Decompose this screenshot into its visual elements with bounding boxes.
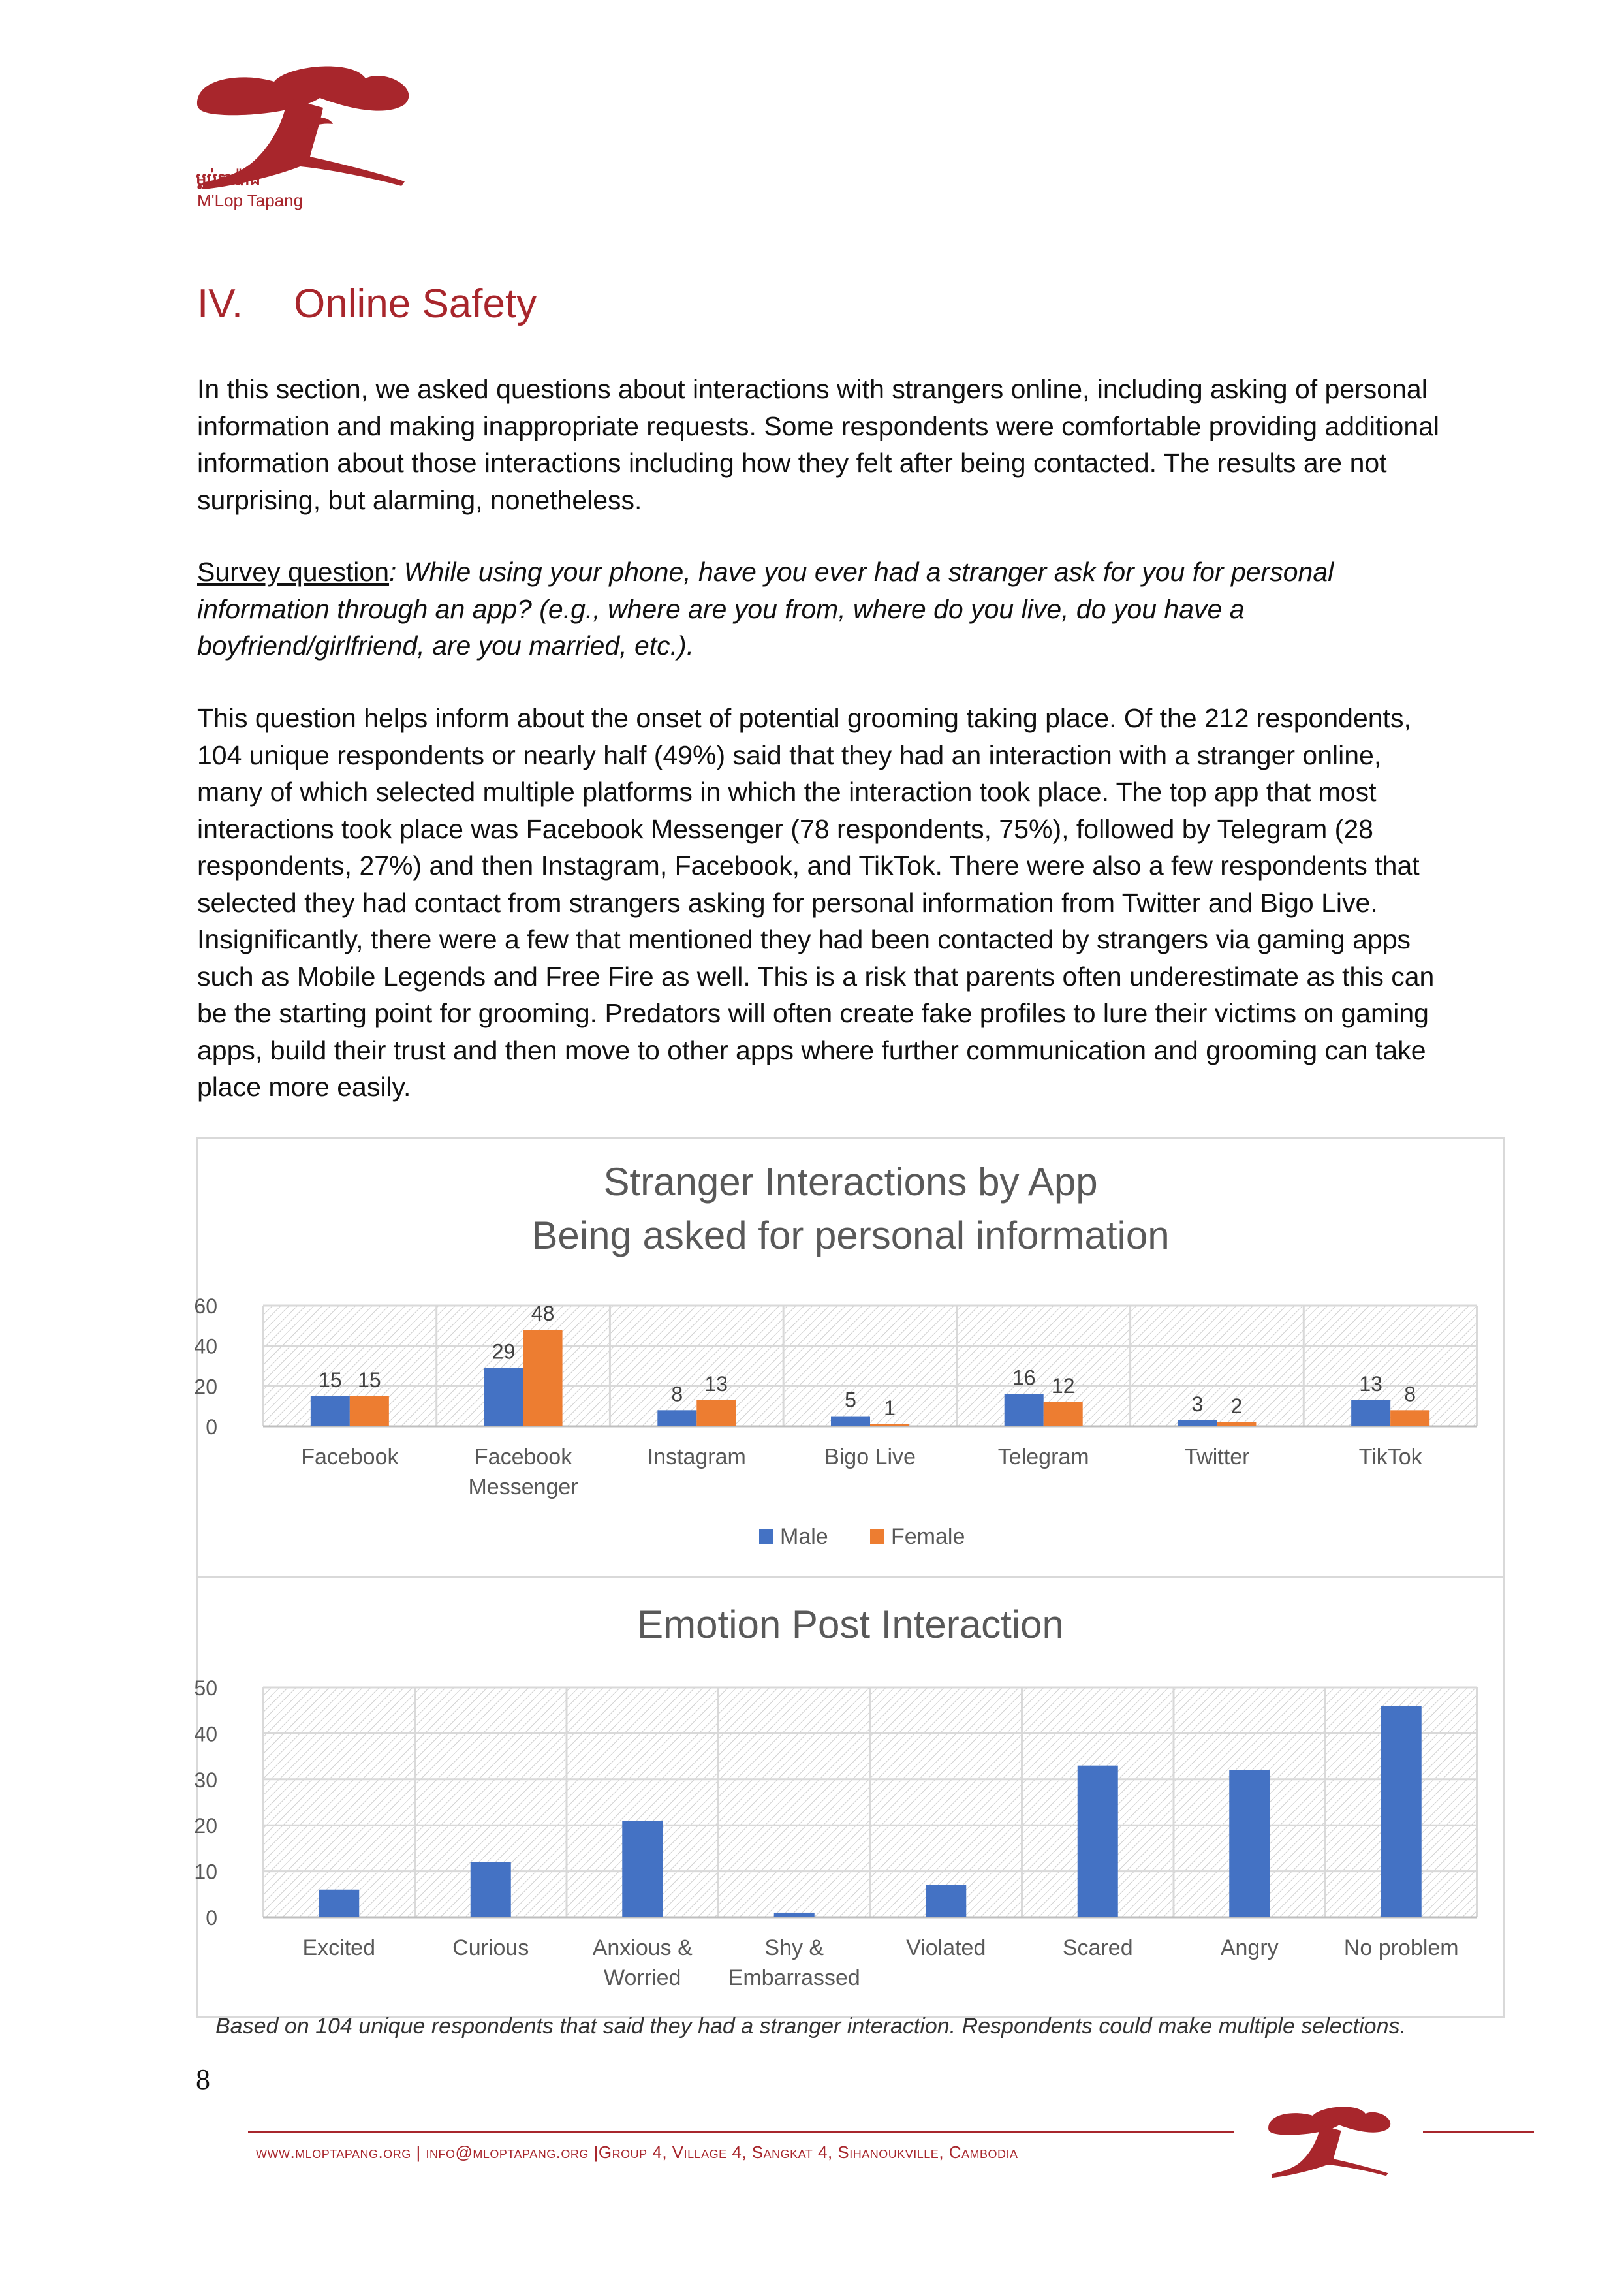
x-tick-label: No problem [1343,1935,1459,1960]
x-tick-label: Facebook [301,1445,399,1469]
data-label: 16 [1012,1366,1036,1390]
chart-emotion-post-interaction-svg [194,1578,1503,2016]
y-tick-label: 60 [194,1294,217,1318]
bar-male [311,1396,350,1426]
x-tick-label: Worried [604,1966,681,1990]
section-heading [197,281,537,327]
data-label: 15 [319,1368,342,1392]
section-title: Online Safety [294,281,537,326]
chart-caption: Based on 104 unique respondents that said they had a stranger interaction. Respondents could make multiple selections. [215,2014,1406,2039]
intro-paragraph: In this section, we asked questions about interactions with strangers online, including asking of personal information and making inappropriate requests. Some respondents were comfortable providing additional information about those interactions including how they felt after being contacted. The results are not surprising, but alarming, nonetheless. [197,374,1440,515]
y-tick-label: 30 [194,1768,217,1792]
x-tick-label: Excited [302,1935,375,1960]
legend-label-female: Female [891,1524,965,1549]
x-tick-label: Twitter [1184,1445,1250,1469]
bar-female [870,1424,909,1426]
bar-female [696,1400,736,1426]
chart-subtitle: Being asked for personal information [531,1214,1170,1257]
chart-emotion-post-interaction [196,1576,1505,2018]
bar-male [484,1368,523,1426]
legend-swatch-male [759,1529,773,1544]
logo-khmer-text: ម្លប់តាប៉ាង [196,169,261,189]
analysis-paragraph: This question helps inform about the onset of potential grooming taking place. Of the 212 respondents, 104 unique respondents or nearly half (49%) said that they had an interaction with a stranger online, many of which selected multiple platforms in which the interaction took place. The top app that most interactions took place was Facebook Messenger (78 respondents, 75%), followed by Telegram (28 respondents, 27%) and then Instagram, Facebook, and TikTok. There were also a few respondents that selected they had contact from strangers asking for personal information from Twitter and Bigo Live. Insignificantly, there were a few that mentioned they had been contacted by strangers via gaming apps such as Mobile Legends and Free Fire as well. This is a risk that parents often underestimate as this can be the starting point for grooming. Predators will often create fake profiles to lure their victims on gaming apps, build their trust and then move to other apps where further communication and grooming can take place more easily. [197,703,1435,1102]
x-tick-label: Shy & [764,1935,824,1960]
data-label: 8 [671,1382,683,1406]
legend-label-male: Male [780,1524,828,1549]
bar-female [350,1396,389,1426]
bar-male [1351,1400,1390,1426]
x-tick-label: Telegram [997,1445,1089,1469]
bar-count [471,1862,511,1917]
bar-male [657,1410,696,1426]
bar-count [622,1821,663,1917]
y-tick-label: 0 [206,1415,217,1439]
y-tick-label: 40 [194,1722,217,1746]
data-label: 8 [1404,1382,1416,1406]
section-number: IV. [197,281,243,326]
x-tick-label: Messenger [468,1475,578,1499]
x-tick-label: Instagram [647,1445,746,1469]
survey-question-label: Survey question [197,557,390,587]
chart-stranger-interactions [196,1137,1505,1580]
x-tick-label: Anxious & [592,1935,693,1960]
footer-rule-right [1423,2131,1534,2133]
data-label: 29 [492,1340,516,1364]
chart-title: Emotion Post Interaction [637,1603,1064,1646]
survey-question-text: : While using your phone, have you ever had a stranger ask for you for personal information through an app? (e.g., where are you from, where do you live, do you have a boyfriend/girlfriend, are you married, etc.). [197,557,1334,661]
x-tick-label: Violated [906,1935,986,1960]
y-tick-label: 0 [206,1906,217,1930]
bar-female [1044,1402,1083,1426]
survey-question-paragraph [197,554,1450,665]
bar-male [1005,1394,1044,1426]
logo-name: M'Lop Tapang [197,191,304,210]
bar-female [523,1330,563,1426]
x-tick-label: TikTok [1358,1445,1422,1469]
y-tick-label: 50 [194,1676,217,1700]
chart-title: Stranger Interactions by App [603,1160,1098,1204]
bar-count [926,1885,966,1917]
data-label: 12 [1051,1374,1075,1398]
bar-count [319,1890,359,1917]
data-label: 5 [845,1388,856,1412]
bar-count [1078,1766,1118,1917]
footer-rule-left [248,2131,1234,2133]
data-label: 2 [1230,1394,1243,1418]
legend-swatch-female [870,1529,884,1544]
data-label: 3 [1191,1392,1204,1416]
plot-area [263,1306,1477,1426]
y-tick-label: 10 [194,1860,217,1884]
data-label: 13 [704,1371,728,1396]
data-label: 1 [884,1396,896,1420]
x-tick-label: Scared [1062,1935,1133,1960]
x-tick-label: Facebook [474,1445,572,1469]
bar-count [774,1913,815,1917]
bar-male [1178,1420,1217,1426]
y-tick-label: 20 [194,1814,217,1838]
x-tick-label: Bigo Live [824,1445,916,1469]
x-tick-label: Curious [452,1935,529,1960]
y-tick-label: 20 [194,1375,217,1399]
page-number: 8 [196,2063,210,2095]
bar-count [1229,1770,1270,1917]
bar-count [1381,1706,1422,1917]
footer-logo [1247,2099,1416,2197]
footer-contact: www.mloptapang.org | info@mloptapang.org |Group 4, Village 4, Sangkat 4, Sihanoukville, Cambodia [256,2142,1018,2162]
bar-female [1217,1422,1256,1426]
bar-male [831,1417,870,1426]
chart-stranger-interactions-svg [194,1139,1503,1578]
data-label: 15 [358,1368,381,1392]
data-label: 13 [1359,1371,1382,1396]
x-tick-label: Angry [1220,1935,1279,1960]
data-label: 48 [531,1302,555,1325]
y-tick-label: 40 [194,1334,217,1358]
bar-female [1390,1410,1429,1426]
x-tick-label: Embarrassed [728,1966,860,1990]
